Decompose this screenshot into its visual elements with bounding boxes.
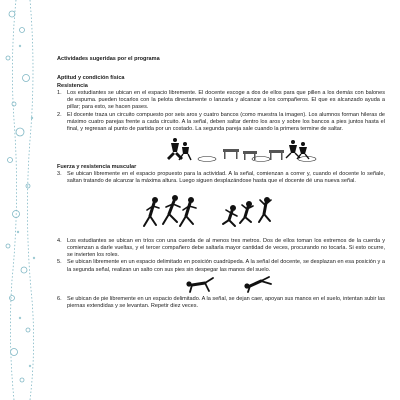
item-number: 2. [57, 111, 62, 118]
item-number: 6. [57, 296, 62, 303]
item-number: 3. [57, 170, 62, 177]
item-text: Se ubican libremente en un espacio delimitado en posición cuadrúpeda. A la señal del docente, se desplazan en esa posición y a la segunda señal, realizan un salto con sus pies sin despegar las manos del suelo. [67, 259, 385, 273]
list-item [57, 238, 385, 260]
list-item [57, 90, 385, 112]
list-item [57, 296, 385, 311]
subsection-heading-fuerza: Fuerza y resistencia muscular [57, 163, 137, 170]
running-jumping-illustration [57, 186, 385, 238]
section-heading: Aptitud y condición física [57, 75, 125, 82]
subsection-heading-resistencia: Resistencia [57, 82, 88, 89]
decorative-border [0, 0, 44, 400]
item-text: El docente traza un circuito compuesto por seis aros y cuatro bancos (como muestra la imagen). Los alumnos forman hileras de máximo cuatro parejas frente a cada circuito. A la señal, deben saltar dentro los aros y sobre los bancos a pies juntos hasta el final, y regresan al punto de partida por un costado. La segunda pareja sale cuando la primera termine de saltar. [67, 111, 385, 133]
item-number: 4. [57, 237, 62, 244]
list-item [57, 259, 385, 274]
list-item [57, 171, 385, 186]
item-number: 5. [57, 259, 62, 266]
item-text: Los estudiantes se ubican en tríos con una cuerda de al menos tres metros. Dos de ellos toman los extremos de la cuerda y comienzan a darle vueltas, y el tercer compañero debe saltarla mayor cantidad de veces, procurando no tocarla. Si esto ocurre, se invierten los roles. [67, 237, 385, 259]
list-item [57, 112, 385, 134]
item-number: 1. [57, 89, 62, 96]
circuit-illustration [57, 134, 385, 164]
item-text: Se ubican libremente en el espacio propuesto para la actividad. A la señal, comienzan a correr y, cuando el docente lo señale, saltan tratando de alcanzar la máxima altura. Luego siguen desplazándose hasta que el docente dé una nueva señal. [67, 170, 385, 185]
document-body [57, 56, 385, 311]
item-text: Los estudiantes se ubican en el espacio libremente. El docente escoge a dos de ellos para que pillen a los demás con balones de espuma. pueden tocarlos con la pelota directamente o lanzarla y alcanzar a los compañeros. El que es alcanzado ayuda a pillar; para esto, se hacen pases. [67, 89, 385, 111]
item-text: Se ubican de pie libremente en un espacio delimitado. A la señal, se dejan caer, apoyan sus manos en el suelo, intentan subir las piernas extendidas y se levantan. Repetir diez veces. [67, 296, 385, 310]
quadruped-illustration [57, 274, 385, 296]
document-title: Actividades sugeridas por el programa [57, 56, 160, 62]
